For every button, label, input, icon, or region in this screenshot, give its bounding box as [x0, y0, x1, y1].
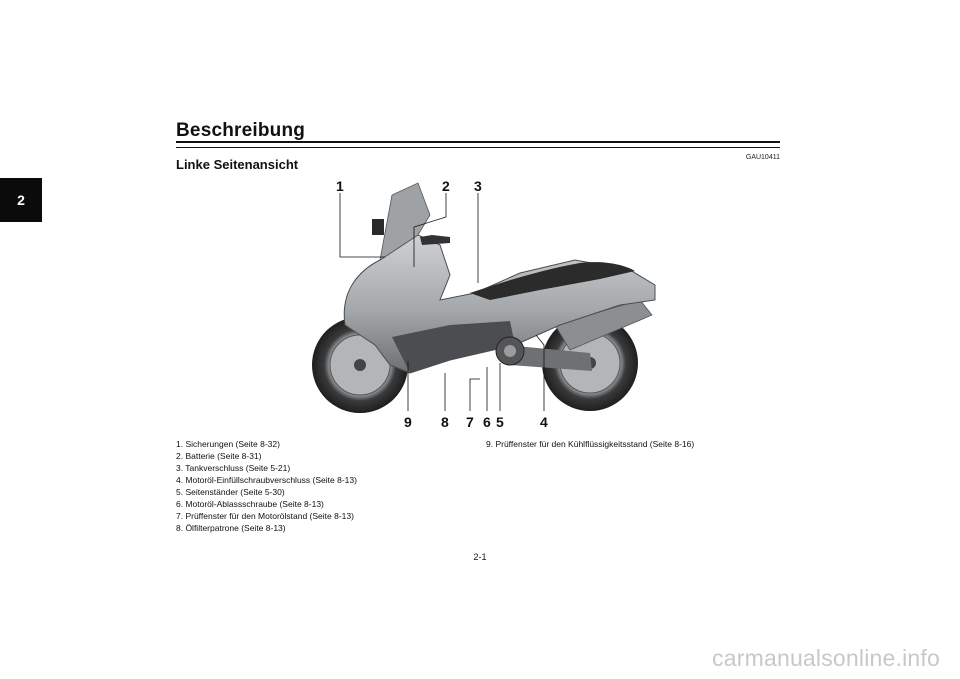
callout-6: 6 — [483, 414, 491, 430]
callout-2: 2 — [442, 178, 450, 194]
legend-item: 9. Prüffenster für den Kühlflüssigkeitsstand (Seite 8-16) — [486, 439, 695, 449]
title-rule — [176, 141, 780, 148]
scooter-left-side-illustration — [300, 175, 680, 435]
legend-item: 5. Seitenständer (Seite 5-30) — [176, 487, 285, 497]
chapter-tab: 2 — [0, 178, 42, 222]
callout-9: 9 — [404, 414, 412, 430]
mirror — [372, 219, 384, 235]
legend-item: 1. Sicherungen (Seite 8-32) — [176, 439, 280, 449]
callout-7: 7 — [466, 414, 474, 430]
legend-item: 8. Ölfilterpatrone (Seite 8-13) — [176, 523, 286, 533]
legend-item: 4. Motoröl-Einfüllschraubverschluss (Seite 8-13) — [176, 475, 357, 485]
handlebar — [420, 235, 450, 245]
watermark: carmanualsonline.info — [712, 645, 940, 671]
page-number: 2-1 — [473, 552, 487, 562]
callout-8: 8 — [441, 414, 449, 430]
callout-3: 3 — [474, 178, 482, 194]
callout-4: 4 — [540, 414, 548, 430]
legend-item: 7. Prüffenster für den Motorölstand (Seite 8-13) — [176, 511, 354, 521]
section-title: Linke Seitenansicht — [176, 157, 299, 172]
legend-item: 3. Tankverschluss (Seite 5-21) — [176, 463, 291, 473]
doc-code: GAU10411 — [745, 154, 780, 161]
legend-item: 6. Motoröl-Ablassschraube (Seite 8-13) — [176, 499, 324, 509]
callout-1: 1 — [336, 178, 344, 194]
callout-5: 5 — [496, 414, 504, 430]
legend-item: 2. Batterie (Seite 8-31) — [176, 451, 262, 461]
legend-right — [486, 438, 694, 450]
engine-cover-center — [504, 345, 516, 357]
legend-left — [176, 438, 357, 534]
chapter-title: Beschreibung — [176, 120, 306, 141]
